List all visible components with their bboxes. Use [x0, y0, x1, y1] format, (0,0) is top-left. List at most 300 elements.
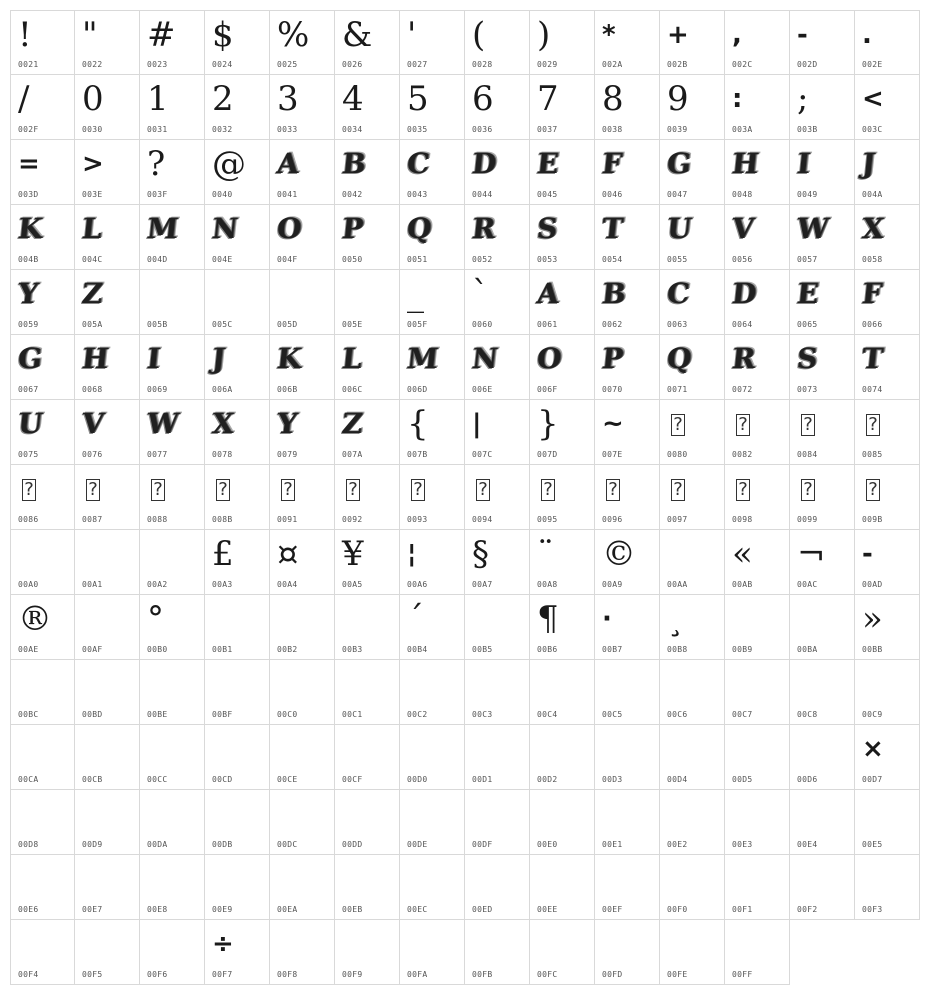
glyph-code-label: 00C2	[407, 710, 428, 719]
glyph-cell	[400, 205, 465, 270]
glyph-cell	[10, 140, 75, 205]
glyph-char: !	[18, 15, 32, 55]
glyph-cell	[400, 660, 465, 725]
glyph-code-label: 003B	[797, 125, 818, 134]
glyph-cell	[530, 920, 595, 985]
glyph-cell	[465, 725, 530, 790]
glyph-code-label: 00B8	[667, 645, 688, 654]
glyph-code-label: 0046	[602, 190, 623, 199]
glyph-code-label: 0031	[147, 125, 168, 134]
glyph-char: H	[80, 342, 110, 375]
glyph-char: E	[535, 147, 560, 180]
glyph-cell	[465, 595, 530, 660]
glyph-cell	[855, 270, 920, 335]
glyph-cell	[10, 595, 75, 660]
glyph-char: H	[730, 147, 760, 180]
glyph-code-label: 0047	[667, 190, 688, 199]
glyph-char: ¨	[537, 534, 554, 574]
glyph-char: °	[147, 599, 164, 639]
glyph-char: X	[210, 407, 235, 440]
glyph-code-label: 00A2	[147, 580, 168, 589]
glyph-char: ©	[602, 534, 636, 574]
glyph-cell	[530, 530, 595, 595]
glyph-cell	[530, 595, 595, 660]
glyph-cell	[140, 140, 205, 205]
glyph-cell	[335, 790, 400, 855]
glyph-code-label: 00BB	[862, 645, 883, 654]
glyph-cell	[140, 660, 205, 725]
glyph-cell	[855, 10, 920, 75]
glyph-char: V	[80, 407, 105, 440]
glyph-cell	[205, 660, 270, 725]
glyph-char: ?	[22, 479, 36, 501]
glyph-cell	[790, 75, 855, 140]
glyph-char: D	[730, 277, 758, 310]
glyph-cell	[270, 140, 335, 205]
glyph-code-label: 007A	[342, 450, 363, 459]
glyph-char: Q	[405, 212, 433, 245]
glyph-char: £	[212, 534, 234, 574]
glyph-cell	[400, 10, 465, 75]
glyph-code-label: 00EF	[602, 905, 623, 914]
glyph-code-label: 0099	[797, 515, 818, 524]
glyph-cell	[465, 10, 530, 75]
glyph-cell	[725, 400, 790, 465]
glyph-cell	[530, 335, 595, 400]
glyph-char: 6	[472, 79, 494, 119]
glyph-cell	[270, 335, 335, 400]
glyph-code-label: 0094	[472, 515, 493, 524]
glyph-char: _	[407, 274, 424, 314]
glyph-char: )	[537, 15, 551, 55]
glyph-code-label: 0096	[602, 515, 623, 524]
glyph-code-label: 00E9	[212, 905, 233, 914]
glyph-code-label: 0056	[732, 255, 753, 264]
glyph-code-label: 0069	[147, 385, 168, 394]
glyph-cell	[205, 920, 270, 985]
glyph-char: Y	[16, 277, 39, 310]
glyph-code-label: 00EA	[277, 905, 298, 914]
glyph-cell	[725, 725, 790, 790]
glyph-cell	[855, 855, 920, 920]
glyph-code-label: 008B	[212, 515, 233, 524]
glyph-cell	[205, 595, 270, 660]
glyph-cell	[595, 725, 660, 790]
glyph-code-label: 003D	[18, 190, 39, 199]
glyph-char: ¦	[407, 539, 417, 569]
glyph-code-label: 002E	[862, 60, 883, 69]
glyph-code-label: 0079	[277, 450, 298, 459]
glyph-cell	[660, 725, 725, 790]
glyph-code-label: 0057	[797, 255, 818, 264]
glyph-char: L	[340, 342, 363, 375]
glyph-char: ?	[671, 479, 685, 501]
glyph-char: >	[82, 149, 104, 179]
glyph-code-label: 00B7	[602, 645, 623, 654]
glyph-char: A	[535, 277, 560, 310]
glyph-cell	[10, 75, 75, 140]
glyph-code-label: 003A	[732, 125, 753, 134]
glyph-code-label: 0076	[82, 450, 103, 459]
glyph-cell	[465, 335, 530, 400]
glyph-code-label: 0044	[472, 190, 493, 199]
glyph-code-label: 00CB	[82, 775, 103, 784]
glyph-char: T	[600, 212, 624, 245]
glyph-code-label: 002C	[732, 60, 753, 69]
glyph-cell	[595, 10, 660, 75]
glyph-code-label: 00F1	[732, 905, 753, 914]
glyph-cell	[595, 270, 660, 335]
glyph-code-label: 00D8	[18, 840, 39, 849]
glyph-cell	[855, 725, 920, 790]
glyph-char: A	[275, 147, 300, 180]
glyph-char: C	[665, 277, 691, 310]
glyph-cell	[400, 465, 465, 530]
glyph-cell	[855, 465, 920, 530]
glyph-code-label: 0030	[82, 125, 103, 134]
glyph-code-label: 00F0	[667, 905, 688, 914]
glyph-code-label: 00D3	[602, 775, 623, 784]
glyph-cell	[140, 270, 205, 335]
glyph-char: S	[795, 342, 819, 375]
glyph-code-label: 006F	[537, 385, 558, 394]
glyph-code-label: 0024	[212, 60, 233, 69]
glyph-cell	[205, 855, 270, 920]
glyph-cell	[725, 790, 790, 855]
glyph-cell	[75, 595, 140, 660]
glyph-char: Z	[80, 277, 104, 310]
glyph-cell	[660, 205, 725, 270]
glyph-cell	[335, 205, 400, 270]
glyph-cell	[725, 660, 790, 725]
glyph-cell	[530, 270, 595, 335]
glyph-char: ®	[18, 599, 52, 639]
glyph-cell	[790, 725, 855, 790]
glyph-cell	[595, 140, 660, 205]
glyph-cell	[75, 75, 140, 140]
glyph-char: U	[665, 212, 693, 245]
glyph-cell	[725, 920, 790, 985]
glyph-char: B	[600, 277, 627, 310]
glyph-cell	[205, 140, 270, 205]
glyph-cell	[270, 465, 335, 530]
glyph-code-label: 00FD	[602, 970, 623, 979]
glyph-cell	[75, 660, 140, 725]
glyph-cell	[725, 855, 790, 920]
glyph-cell	[465, 75, 530, 140]
glyph-char: W	[145, 407, 180, 440]
glyph-char: V	[730, 212, 755, 245]
glyph-cell	[140, 595, 205, 660]
glyph-grid	[10, 10, 920, 985]
glyph-cell	[205, 205, 270, 270]
glyph-code-label: 007C	[472, 450, 493, 459]
glyph-cell	[855, 335, 920, 400]
glyph-char: @	[212, 144, 246, 184]
glyph-code-label: 0051	[407, 255, 428, 264]
glyph-code-label: 00B2	[277, 645, 298, 654]
glyph-cell	[270, 270, 335, 335]
glyph-cell	[595, 660, 660, 725]
glyph-cell	[335, 10, 400, 75]
glyph-code-label: 002F	[18, 125, 39, 134]
glyph-cell	[205, 790, 270, 855]
glyph-cell	[335, 855, 400, 920]
glyph-cell	[10, 790, 75, 855]
glyph-cell	[790, 465, 855, 530]
glyph-code-label: 00AA	[667, 580, 688, 589]
glyph-code-label: 00E7	[82, 905, 103, 914]
glyph-code-label: 0088	[147, 515, 168, 524]
glyph-cell	[530, 400, 595, 465]
glyph-code-label: 00E8	[147, 905, 168, 914]
glyph-code-label: 00AC	[797, 580, 818, 589]
glyph-cell	[400, 920, 465, 985]
glyph-code-label: 0095	[537, 515, 558, 524]
glyph-cell	[660, 660, 725, 725]
glyph-code-label: 00C1	[342, 710, 363, 719]
glyph-code-label: 0026	[342, 60, 363, 69]
glyph-code-label: 0032	[212, 125, 233, 134]
glyph-cell	[725, 595, 790, 660]
glyph-char: ?	[866, 414, 880, 436]
glyph-code-label: 0037	[537, 125, 558, 134]
glyph-cell	[530, 855, 595, 920]
glyph-code-label: 004C	[82, 255, 103, 264]
glyph-cell	[75, 335, 140, 400]
glyph-code-label: 00DE	[407, 840, 428, 849]
glyph-code-label: 0068	[82, 385, 103, 394]
glyph-code-label: 0021	[18, 60, 39, 69]
glyph-char: P	[600, 342, 624, 375]
glyph-cell	[400, 270, 465, 335]
glyph-code-label: 0067	[18, 385, 39, 394]
glyph-cell	[270, 920, 335, 985]
glyph-code-label: 00C4	[537, 710, 558, 719]
glyph-cell	[270, 725, 335, 790]
glyph-cell	[335, 725, 400, 790]
glyph-cell	[75, 400, 140, 465]
glyph-char: ?	[541, 479, 555, 501]
glyph-cell	[270, 660, 335, 725]
glyph-cell	[335, 335, 400, 400]
glyph-code-label: 0041	[277, 190, 298, 199]
glyph-cell	[855, 140, 920, 205]
glyph-code-label: 0058	[862, 255, 883, 264]
glyph-code-label: 00FB	[472, 970, 493, 979]
glyph-char: S	[535, 212, 559, 245]
glyph-code-label: 00D2	[537, 775, 558, 784]
glyph-cell	[855, 595, 920, 660]
glyph-code-label: 00D4	[667, 775, 688, 784]
glyph-cell	[790, 660, 855, 725]
glyph-code-label: 00FA	[407, 970, 428, 979]
glyph-code-label: 00F5	[82, 970, 103, 979]
glyph-code-label: 0064	[732, 320, 753, 329]
glyph-char: B	[340, 147, 367, 180]
glyph-cell	[660, 595, 725, 660]
glyph-code-label: 0042	[342, 190, 363, 199]
glyph-char: ¶	[537, 599, 559, 639]
glyph-cell	[595, 335, 660, 400]
glyph-code-label: 004A	[862, 190, 883, 199]
glyph-code-label: 003E	[82, 190, 103, 199]
glyph-char: K	[275, 342, 303, 375]
glyph-char: 0	[82, 79, 104, 119]
glyph-code-label: 0059	[18, 320, 39, 329]
glyph-code-label: 0022	[82, 60, 103, 69]
glyph-char: O	[275, 212, 303, 245]
glyph-code-label: 0085	[862, 450, 883, 459]
glyph-char: ÷	[212, 929, 234, 959]
glyph-cell	[660, 270, 725, 335]
glyph-char: 5	[407, 79, 429, 119]
glyph-cell	[530, 205, 595, 270]
glyph-code-label: 006E	[472, 385, 493, 394]
glyph-cell	[10, 335, 75, 400]
glyph-code-label: 00FF	[732, 970, 753, 979]
glyph-cell	[75, 855, 140, 920]
glyph-cell	[530, 75, 595, 140]
glyph-char: /	[18, 79, 30, 119]
glyph-cell	[660, 465, 725, 530]
glyph-code-label: 005B	[147, 320, 168, 329]
glyph-char: -	[862, 539, 873, 569]
glyph-char: '	[407, 15, 417, 55]
glyph-code-label: 00F6	[147, 970, 168, 979]
glyph-cell	[790, 10, 855, 75]
glyph-code-label: 00A0	[18, 580, 39, 589]
glyph-code-label: 00B5	[472, 645, 493, 654]
glyph-cell	[270, 530, 335, 595]
glyph-code-label: 00A8	[537, 580, 558, 589]
glyph-cell	[465, 920, 530, 985]
glyph-char: N	[470, 342, 499, 375]
glyph-char: ?	[86, 479, 100, 501]
glyph-cell	[140, 725, 205, 790]
glyph-code-label: 004E	[212, 255, 233, 264]
glyph-cell	[10, 920, 75, 985]
glyph-cell	[400, 335, 465, 400]
glyph-code-label: 005D	[277, 320, 298, 329]
glyph-char: ?	[411, 479, 425, 501]
glyph-cell	[660, 855, 725, 920]
glyph-code-label: 0054	[602, 255, 623, 264]
glyph-cell	[335, 140, 400, 205]
glyph-char: M	[145, 212, 179, 245]
glyph-code-label: 00ED	[472, 905, 493, 914]
glyph-cell	[465, 530, 530, 595]
glyph-code-label: 0065	[797, 320, 818, 329]
glyph-char: .	[862, 20, 872, 50]
glyph-cell	[725, 75, 790, 140]
glyph-code-label: 00D9	[82, 840, 103, 849]
glyph-char: R	[470, 212, 497, 245]
glyph-char: +	[667, 20, 689, 50]
glyph-cell	[205, 270, 270, 335]
glyph-cell	[140, 335, 205, 400]
glyph-cell	[205, 725, 270, 790]
glyph-code-label: 0078	[212, 450, 233, 459]
glyph-cell	[530, 725, 595, 790]
glyph-char: T	[860, 342, 884, 375]
glyph-code-label: 005F	[407, 320, 428, 329]
glyph-code-label: 00CF	[342, 775, 363, 784]
glyph-code-label: 0055	[667, 255, 688, 264]
glyph-code-label: 00A5	[342, 580, 363, 589]
glyph-code-label: 006B	[277, 385, 298, 394]
glyph-char: =	[18, 149, 40, 179]
glyph-code-label: 00D1	[472, 775, 493, 784]
glyph-char: Y	[275, 407, 298, 440]
glyph-cell	[595, 465, 660, 530]
glyph-cell	[270, 400, 335, 465]
glyph-cell	[75, 920, 140, 985]
glyph-cell	[660, 10, 725, 75]
glyph-code-label: 005E	[342, 320, 363, 329]
glyph-code-label: 006D	[407, 385, 428, 394]
glyph-code-label: 00A9	[602, 580, 623, 589]
glyph-code-label: 00DD	[342, 840, 363, 849]
glyph-cell	[790, 530, 855, 595]
glyph-code-label: 0087	[82, 515, 103, 524]
glyph-code-label: 0035	[407, 125, 428, 134]
glyph-code-label: 0043	[407, 190, 428, 199]
glyph-code-label: 0048	[732, 190, 753, 199]
glyph-char: D	[470, 147, 498, 180]
glyph-cell	[205, 335, 270, 400]
glyph-cell	[465, 855, 530, 920]
glyph-cell	[530, 660, 595, 725]
glyph-cell	[10, 530, 75, 595]
glyph-char: »	[862, 599, 883, 639]
glyph-code-label: 0063	[667, 320, 688, 329]
glyph-cell	[465, 270, 530, 335]
glyph-code-label: 00E3	[732, 840, 753, 849]
glyph-char: Q	[665, 342, 693, 375]
glyph-char: ?	[801, 414, 815, 436]
glyph-code-label: 0029	[537, 60, 558, 69]
glyph-cell	[790, 335, 855, 400]
glyph-cell	[595, 595, 660, 660]
glyph-char: 9	[667, 79, 689, 119]
glyph-cell	[595, 530, 660, 595]
glyph-cell	[10, 400, 75, 465]
glyph-code-label: 00EC	[407, 905, 428, 914]
glyph-cell	[335, 530, 400, 595]
glyph-char: 3	[277, 79, 299, 119]
glyph-char: }	[537, 404, 559, 444]
glyph-cell	[400, 530, 465, 595]
glyph-char: {	[407, 404, 429, 444]
glyph-code-label: 00C5	[602, 710, 623, 719]
glyph-code-label: 00BA	[797, 645, 818, 654]
glyph-code-label: 0038	[602, 125, 623, 134]
glyph-code-label: 00CC	[147, 775, 168, 784]
glyph-cell	[75, 465, 140, 530]
glyph-cell	[660, 920, 725, 985]
glyph-cell	[335, 270, 400, 335]
glyph-code-label: 00B1	[212, 645, 233, 654]
glyph-cell	[465, 790, 530, 855]
glyph-cell	[530, 465, 595, 530]
glyph-code-label: 00F8	[277, 970, 298, 979]
glyph-code-label: 00FC	[537, 970, 558, 979]
glyph-code-label: 00E6	[18, 905, 39, 914]
glyph-char: F	[600, 147, 623, 180]
glyph-code-label: 0066	[862, 320, 883, 329]
glyph-code-label: 00E1	[602, 840, 623, 849]
